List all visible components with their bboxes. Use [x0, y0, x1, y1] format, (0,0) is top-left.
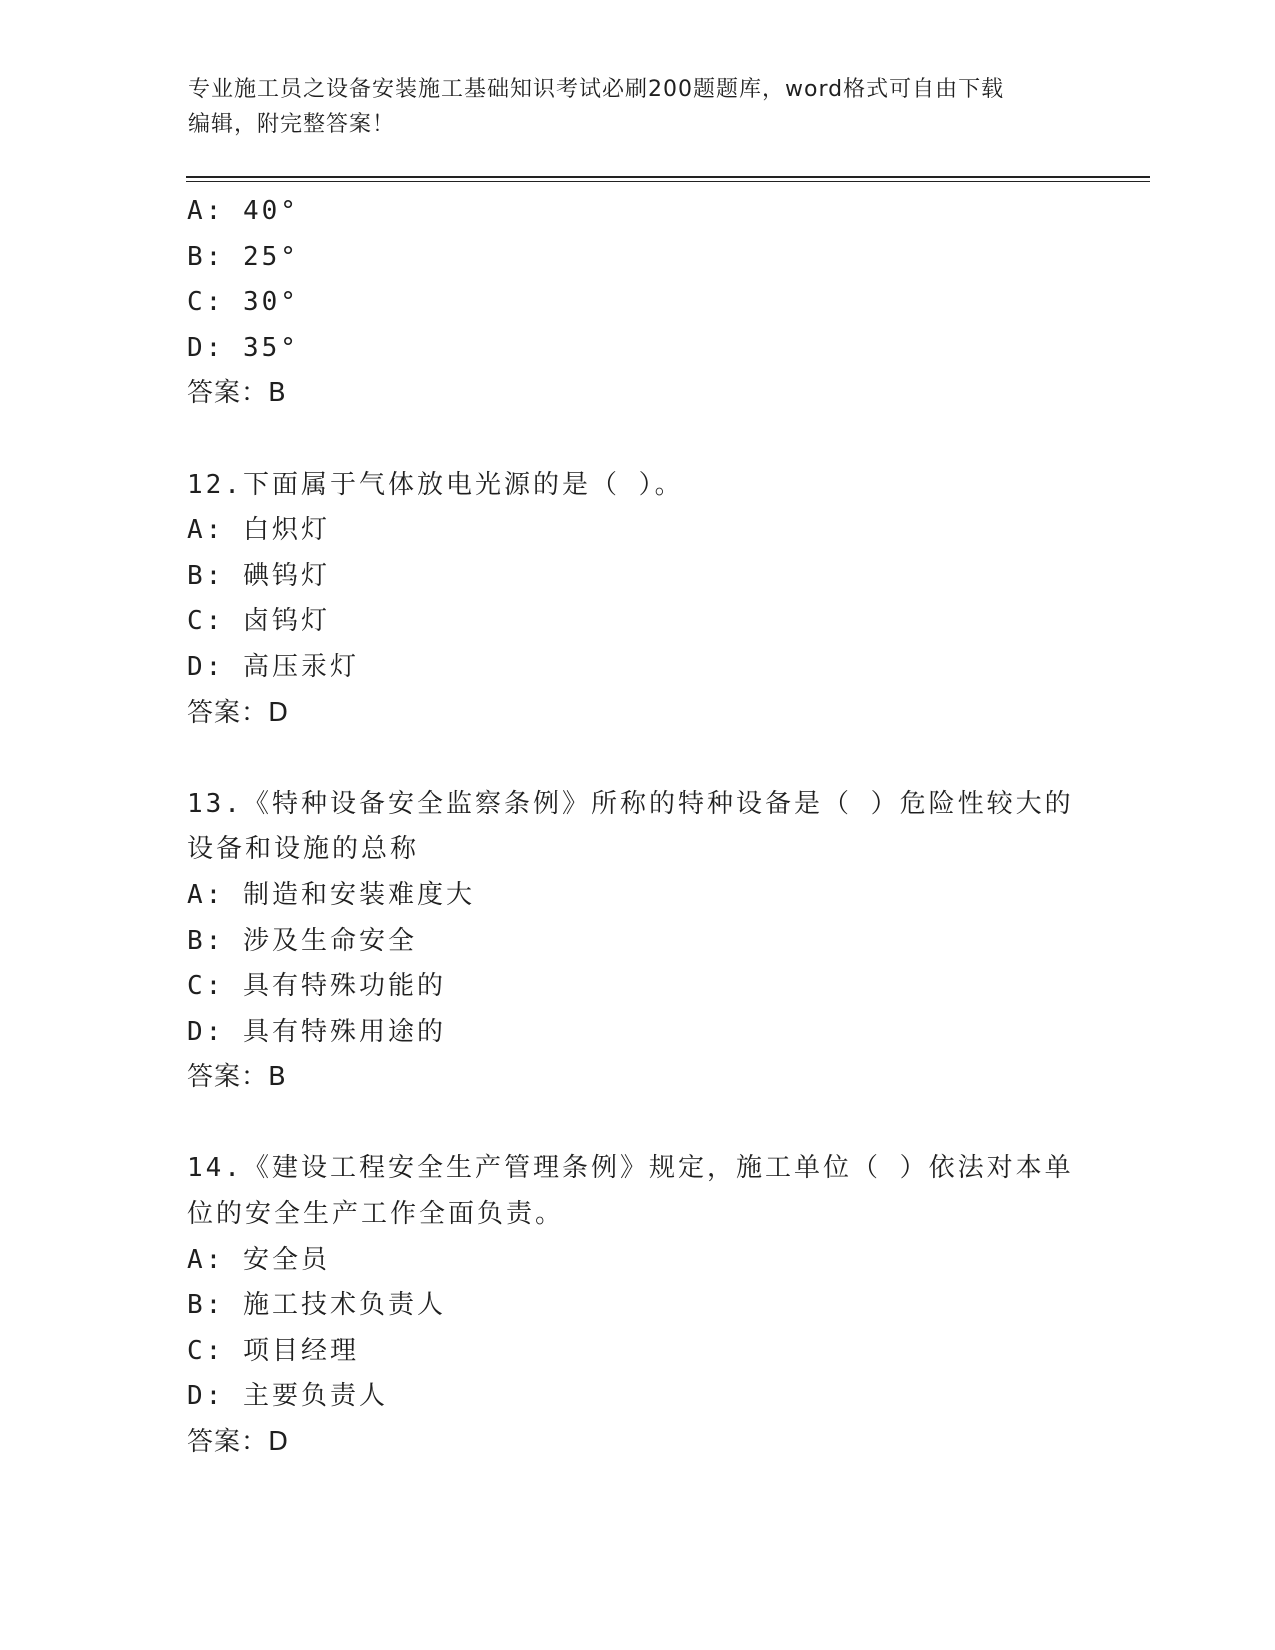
header-divider-thin	[186, 181, 1150, 182]
option-a: A: 40°	[187, 196, 299, 226]
option-a: A: 制造和安装难度大	[187, 879, 475, 910]
document-header	[188, 72, 1088, 142]
answer-label: 答案：B	[187, 378, 287, 409]
option-d: D: 主要负责人	[187, 1381, 388, 1412]
option-d: D: 具有特殊用途的	[187, 1016, 446, 1047]
question-spacer	[187, 417, 1087, 463]
header-divider-thick	[186, 176, 1150, 178]
option-b: B: 25°	[187, 241, 299, 272]
option-d: D: 高压汞灯	[187, 651, 359, 682]
option-b: B: 涉及生命安全	[187, 925, 417, 956]
question-11	[187, 189, 1087, 417]
answer-label: 答案：D	[187, 697, 290, 728]
question-text: 12.下面属于气体放电光源的是（ ）。	[187, 469, 684, 500]
question-13	[187, 782, 1087, 1101]
option-a: A: 白炽灯	[187, 515, 330, 546]
question-12	[187, 463, 1087, 737]
option-c: C: 具有特殊功能的	[187, 971, 446, 1002]
option-c: C: 卤钨灯	[187, 606, 330, 637]
question-spacer	[187, 736, 1087, 782]
option-c: C: 30°	[187, 287, 299, 318]
question-list	[187, 189, 1087, 1466]
question-spacer	[187, 1101, 1087, 1147]
header-title-line-2: 编辑，附完整答案！	[188, 112, 396, 137]
question-14	[187, 1146, 1087, 1465]
answer-label: 答案：D	[187, 1427, 290, 1458]
question-text-line-1: 13.《特种设备安全监察条例》所称的特种设备是（ ）危险性较大的	[187, 788, 1074, 819]
option-d: D: 35°	[187, 332, 299, 363]
question-text-line-2: 位的安全生产工作全面负责。	[187, 1199, 565, 1230]
question-text-line-1: 14.《建设工程安全生产管理条例》规定，施工单位（ ）依法对本单	[187, 1153, 1074, 1184]
option-b: B: 施工技术负责人	[187, 1290, 446, 1321]
answer-label: 答案：B	[187, 1062, 287, 1093]
header-title-line-1: 专业施工员之设备安装施工基础知识考试必刷200题题库，word格式可自由下载	[188, 77, 1005, 102]
question-text-line-2: 设备和设施的总称	[187, 834, 420, 865]
option-b: B: 碘钨灯	[187, 560, 330, 591]
option-c: C: 项目经理	[187, 1335, 359, 1366]
option-a: A: 安全员	[187, 1244, 330, 1275]
